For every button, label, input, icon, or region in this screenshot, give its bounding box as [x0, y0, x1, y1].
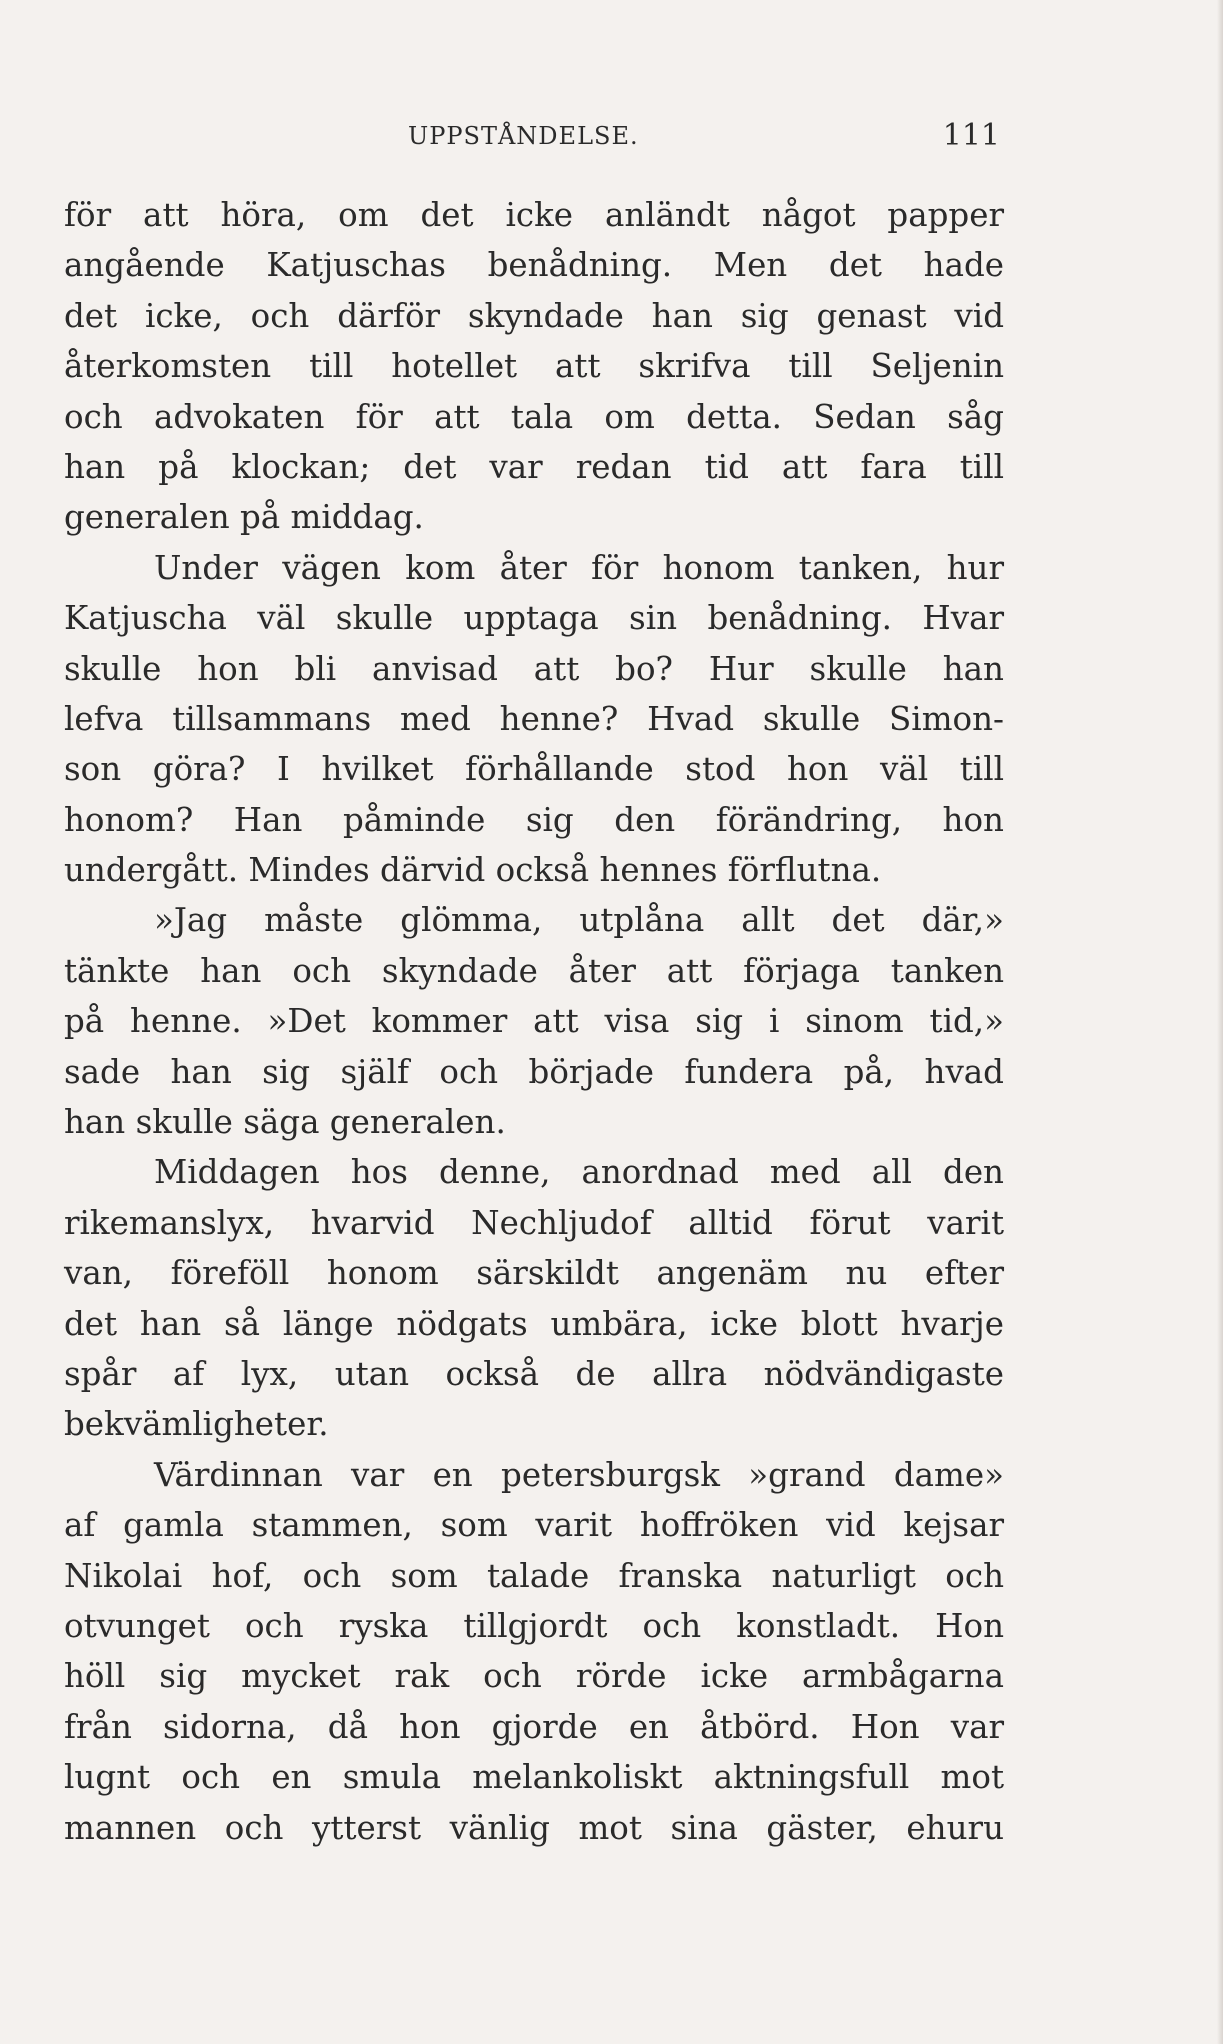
text-line: lefva tillsammans med henne? Hvad skulle Simon-: [64, 699, 1004, 738]
text-line: återkomsten till hotellet att skrifva till Seljenin: [64, 347, 1004, 386]
text-line: angående Katjuschas benådning. Men det hade: [64, 246, 1004, 285]
text-line: det icke, och därför skyndade han sig genast vid: [64, 296, 1004, 335]
text-line: undergått. Mindes därvid också hennes förflutna.: [64, 851, 882, 890]
page-header: [408, 118, 1000, 158]
text-line: Middagen hos denne, anordnad med all den: [154, 1153, 1004, 1192]
text-line: sade han sig själf och började fundera på, hvad: [64, 1052, 1004, 1091]
text-line: son göra? I hvilket förhållande stod hon väl till: [64, 750, 1004, 789]
text-line: van, föreföll honom särskildt angenäm nu efter: [64, 1254, 1004, 1293]
page-number: 111: [942, 118, 1000, 153]
text-line: tänkte han och skyndade åter att förjaga tanken: [64, 951, 1004, 990]
text-line: otvunget och ryska tillgjordt och konstladt. Hon: [64, 1606, 1004, 1645]
text-line: och advokaten för att tala om detta. Sedan såg: [64, 397, 1004, 436]
running-title: UPPSTÅNDELSE.: [408, 122, 639, 150]
text-line: bekvämligheter.: [64, 1405, 329, 1444]
text-line: från sidorna, då hon gjorde en åtbörd. Hon var: [64, 1707, 1004, 1746]
text-line: för att höra, om det icke anländt något papper: [64, 196, 1004, 234]
text-line: han på klockan; det var redan tid att fara till: [64, 447, 1004, 486]
text-line: honom? Han påminde sig den förändring, hon: [64, 800, 1004, 839]
body-text: [64, 190, 1004, 1853]
text-line: Katjuscha väl skulle upptaga sin benådning. Hvar: [64, 599, 1004, 638]
page-edge-shadow: [1217, 0, 1223, 2044]
text-line: mannen och ytterst vänlig mot sina gäster, ehuru: [64, 1808, 1004, 1847]
text-line: rikemanslyx, hvarvid Nechljudof alltid förut varit: [64, 1203, 1004, 1242]
text-line: af gamla stammen, som varit hoffröken vid kejsar: [64, 1506, 1004, 1545]
text-line: spår af lyx, utan också de allra nödvändigaste: [64, 1354, 1004, 1393]
text-line: lugnt och en smula melankoliskt aktningsfull mot: [64, 1758, 1004, 1797]
text-line: »Jag måste glömma, utplåna allt det där,»: [154, 901, 1004, 940]
text-line: Värdinnan var en petersburgsk »grand dame»: [154, 1455, 1004, 1494]
text-line: Nikolai hof, och som talade franska naturligt och: [64, 1556, 1004, 1595]
text-line: höll sig mycket rak och rörde icke armbågarna: [64, 1657, 1004, 1696]
text-line: det han så länge nödgats umbära, icke blott hvarje: [64, 1304, 1004, 1343]
text-line: skulle hon bli anvisad att bo? Hur skulle han: [64, 649, 1004, 688]
text-line: han skulle säga generalen.: [64, 1103, 506, 1142]
text-line: Under vägen kom åter för honom tanken, hur: [154, 548, 1004, 587]
text-line: generalen på middag.: [64, 498, 424, 537]
text-line: på henne. »Det kommer att visa sig i sinom tid,»: [64, 1002, 1004, 1041]
